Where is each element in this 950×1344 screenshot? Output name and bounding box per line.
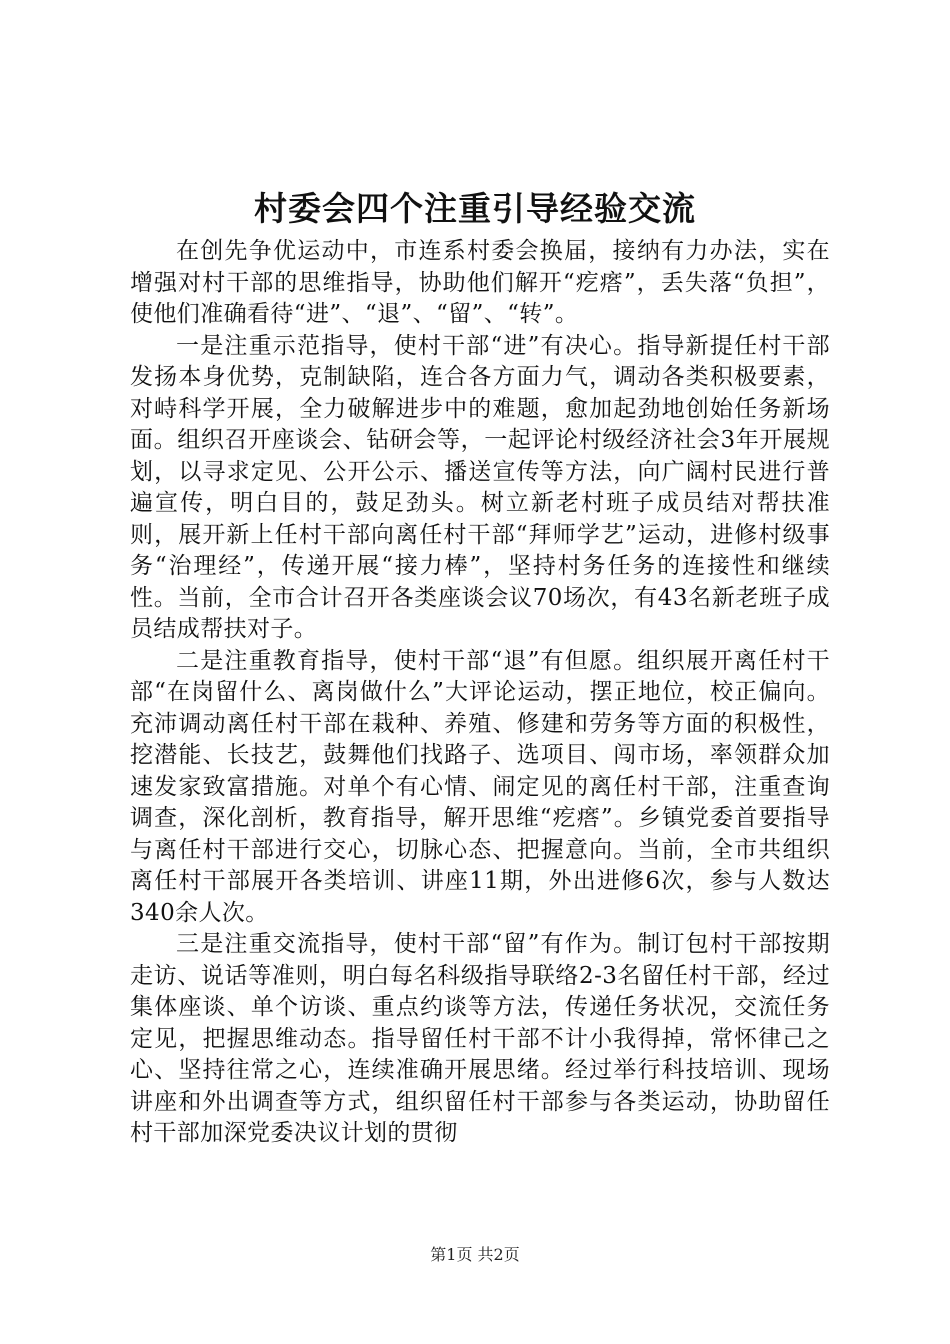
paragraph-point-one: 一是注重示范指导，使村干部“进”有决心。指导新提任村干部发扬本身优势，克制缺陷，连合各方面力气，调动各类积极要素，对峙科学开展，全力破解进步中的难题，愈加起劲地创始任务新场面。组织召开座谈会、钻研会等，一起评论村级经济社会3年开展规划，以寻求定见、公开公示、播送宣传等方法，向广阔村民进行普遍宣传，明白目的，鼓足劲头。树立新老村班子成员结对帮扶准则，展开新上任村干部向离任村干部“拜师学艺”运动，进修村级事务“治理经”，传递开展“接力棒”，坚持村务任务的连接性和继续性。当前，全市合计召开各类座谈会议70场次，有43名新老班子成员结成帮扶对子。 xyxy=(130,332,830,642)
document-title: 村委会四个注重引导经验交流 xyxy=(254,189,696,228)
paragraph-intro: 在创先争优运动中，市连系村委会换届，接纳有力办法，实在增强对村干部的思维指导，协助他们解开“疙瘩”，丢失落“负担”，使他们准确看待“进”、“退”、“留”、“转”。 xyxy=(130,238,830,327)
paragraph-point-three: 三是注重交流指导，使村干部“留”有作为。制订包村干部按期走访、说话等准则，明白每名科级指导联络2-3名留任村干部，经过集体座谈、单个访谈、重点约谈等方法，传递任务状况，交流任务定见，把握思维动态。指导留任村干部不计小我得掉，常怀律己之心、坚持往常之心，连续准确开展思绪。经过举行科技培训、现场讲座和外出调查等方式，组织留任村干部参与各类运动，协助留任村干部加深党委决议计划的贯彻 xyxy=(130,931,830,1146)
document-body xyxy=(130,236,830,1150)
paragraph-point-two: 二是注重教育指导，使村干部“退”有但愿。组织展开离任村干部“在岗留什么、离岗做什么”大评论运动，摆正地位，校正偏向。充沛调动离任村干部在栽种、养殖、修建和劳务等方面的积极性，挖潜能、长技艺，鼓舞他们找路子、选项目、闯市场，率领群众加速发家致富措施。对单个有心情、闹定见的离任村干部，注重查询调查，深化剖析，教育指导，解开思维“疙瘩”。乡镇党委首要指导与离任村干部进行交心，切脉心态、把握意向。当前，全市共组织离任村干部展开各类培训、讲座11期，外出进修6次，参与人数达340余人次。 xyxy=(130,647,830,926)
page-number-footer: 第1页 共2页 xyxy=(430,1245,520,1264)
